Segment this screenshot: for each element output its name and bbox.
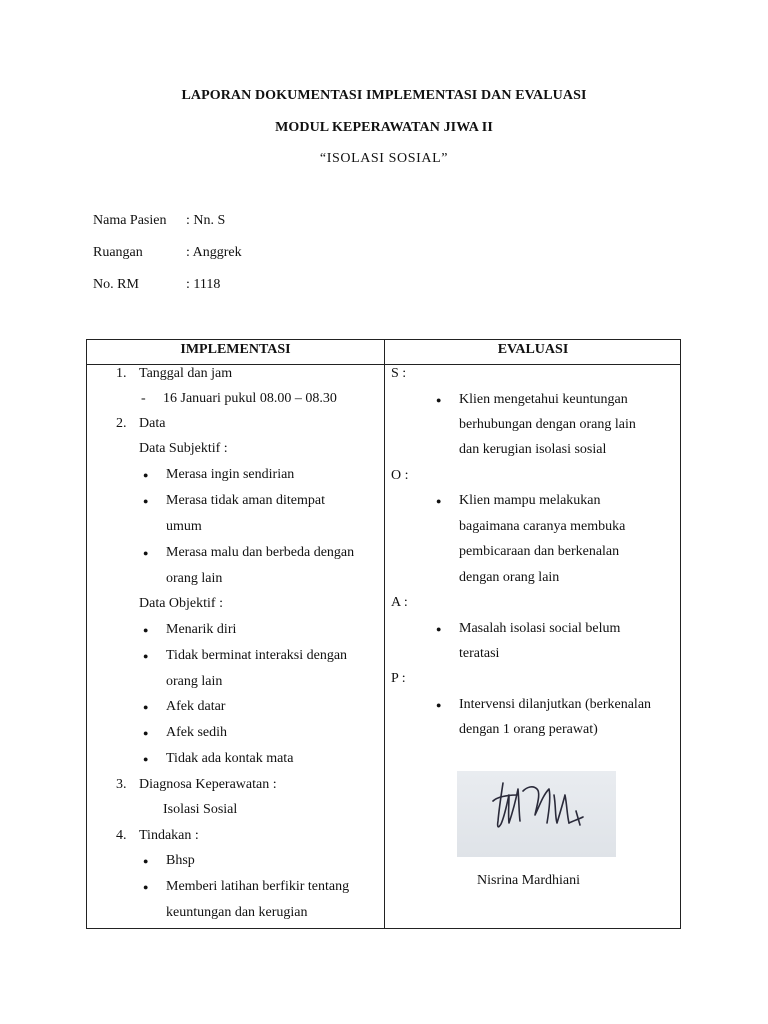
list-item: teratasi (459, 646, 500, 661)
bullet-icon: ● (143, 625, 149, 635)
bullet-icon: ● (143, 702, 149, 712)
bullet-icon: ● (143, 856, 149, 866)
list-item: 16 Januari pukul 08.00 – 08.30 (163, 391, 337, 406)
list-item: Tidak ada kontak mata (166, 751, 294, 766)
list-item: orang lain (166, 571, 223, 586)
list-item: Intervensi dilanjutkan (berkenalan (459, 697, 652, 712)
signer-name: Nisrina Mardhiani (477, 873, 581, 888)
list-item: Data (139, 416, 166, 431)
list-item: Tindakan : (139, 828, 199, 843)
list-item: Klien mampu melakukan (459, 493, 601, 508)
list-item: dan kerugian isolasi sosial (459, 442, 607, 457)
bullet-icon: ● (143, 882, 149, 892)
list-item: pembicaraan dan berkenalan (459, 544, 620, 559)
diagnosis-value: Isolasi Sosial (163, 802, 238, 817)
bullet-icon: ● (436, 624, 442, 634)
list-item: Merasa tidak aman ditempat (166, 493, 325, 508)
list-item: Merasa ingin sendirian (166, 467, 295, 482)
bullet-icon: ● (143, 470, 149, 480)
document-subtitle: MODUL KEPERAWATAN JIWA II (275, 120, 493, 135)
document-title: LAPORAN DOKUMENTASI IMPLEMENTASI DAN EVALUASI (181, 88, 587, 103)
list-item: Tanggal dan jam (139, 366, 233, 381)
patient-rm-value: : 1118 (186, 277, 221, 292)
list-item: dengan orang lain (459, 570, 560, 585)
subjective-data-label: Data Subjektif : (139, 441, 228, 456)
header-divider (87, 364, 680, 365)
patient-name-label: Nama Pasien (93, 213, 167, 228)
patient-room-label: Ruangan (93, 245, 143, 260)
list-number: 1. (116, 366, 127, 381)
list-item: Diagnosa Keperawatan : (139, 777, 277, 792)
column-divider (384, 340, 385, 928)
patient-name-value: : Nn. S (186, 213, 226, 228)
bullet-icon: ● (143, 548, 149, 558)
patient-rm-row (93, 277, 220, 293)
signature-image (457, 771, 616, 857)
bullet-icon: ● (436, 496, 442, 506)
soap-o-label: O : (391, 468, 409, 483)
list-number: 2. (116, 416, 127, 431)
list-item: umum (166, 519, 202, 534)
soap-a-label: A : (391, 595, 408, 610)
objective-data-label: Data Objektif : (139, 596, 223, 611)
patient-name-row (93, 213, 225, 229)
list-item: Afek sedih (166, 725, 228, 740)
signature-icon (457, 771, 616, 857)
list-item: keuntungan dan kerugian (166, 905, 308, 920)
list-item: Masalah isolasi social belum (459, 621, 621, 636)
soap-p-label: P : (391, 671, 406, 686)
list-item: Merasa malu dan berbeda dengan (166, 545, 355, 560)
list-item: Bhsp (166, 853, 195, 868)
dash-marker: - (141, 391, 146, 406)
patient-room-row (93, 245, 242, 261)
bullet-icon: ● (143, 754, 149, 764)
list-item: Klien mengetahui keuntungan (459, 392, 628, 407)
soap-s-label: S : (391, 366, 407, 381)
bullet-icon: ● (436, 395, 442, 405)
document-topic: “ISOLASI SOSIAL” (319, 151, 449, 166)
bullet-icon: ● (436, 700, 442, 710)
list-number: 4. (116, 828, 127, 843)
list-item: orang lain (166, 674, 223, 689)
column-header-implementasi: IMPLEMENTASI (180, 342, 291, 357)
bullet-icon: ● (143, 728, 149, 738)
column-header-evaluasi: EVALUASI (497, 342, 569, 357)
list-item: dengan 1 orang perawat) (459, 722, 598, 737)
patient-room-value: : Anggrek (186, 245, 242, 260)
list-item: bagaimana caranya membuka (459, 519, 626, 534)
list-number: 3. (116, 777, 127, 792)
list-item: Menarik diri (166, 622, 237, 637)
bullet-icon: ● (143, 496, 149, 506)
list-item: Memberi latihan berfikir tentang (166, 879, 350, 894)
list-item: berhubungan dengan orang lain (459, 417, 636, 432)
patient-rm-label: No. RM (93, 277, 139, 292)
bullet-icon: ● (143, 651, 149, 661)
list-item: Tidak berminat interaksi dengan (166, 648, 348, 663)
list-item: Afek datar (166, 699, 226, 714)
